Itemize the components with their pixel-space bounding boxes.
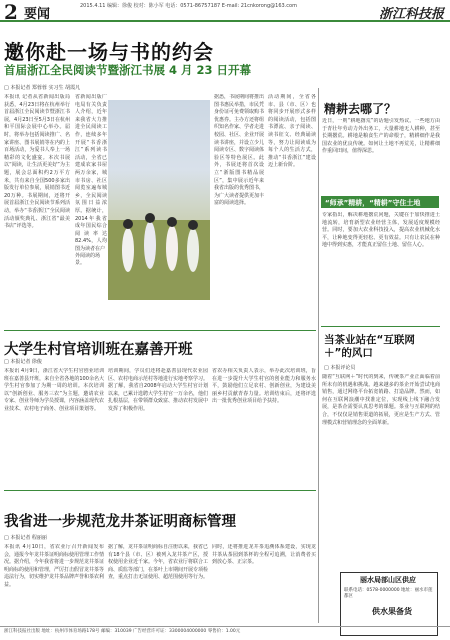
column-divider xyxy=(318,88,319,623)
footer: 浙江科技报社出版 地址：杭州市体育场路178号 邮编：310039 广告经营许可证：3300004000000 零售价：1.00元 xyxy=(0,626,450,640)
main-col-1: 本报讯 记者从省新闻出版局获悉，4月23日将在杭州举行首届浙江全民阅读节暨浙江书展，4月23日至5月3日在杭州和平国际会展中心举办。届时，将举办包括阅读推广、名家讲座、图书展销等在内的上百场活动，为爱书人奉上一场精彩的文化盛宴。本次书展以“阅读，让生活更美好”为主题，展会总面积约2万平方米，共有来自全国500多家出版发行单位参展，展销图书近20万种。书展期间，还将开展首届浙江全民阅读节系列活动，举办“书香浙江”全民阅读活动颁奖典礼、浙江省“最美书店”评选等。 xyxy=(4,94,70,230)
main-headline: 邀你赴一场与书的约会 xyxy=(4,40,214,64)
page-number: 2 xyxy=(4,0,18,24)
main-byline: □ 本报记者 郑蓉蓉 实习生 胡霞凡 xyxy=(4,85,81,91)
sidebar-title-2: 当茶业站在“互联网＋”的风口 xyxy=(324,334,415,359)
ad-subtitle: 供水果备货 xyxy=(372,607,412,616)
sidebar-green-box: “师承”精耕，“精耕”守住土地 xyxy=(321,196,439,208)
story2-byline: □ 本报记者 徐俊 xyxy=(4,359,42,365)
sidebar-text-3: 随着“互联网＋”时代的到来，传统茶产业正面临着前所未有的机遇和挑战。越来越多的茶企开始尝试电商销售，通过网络平台拓宽销路、打造品牌。然而，如何在互联网浪潮中找准定位，实现线上线下融合发展，是茶企需要认真思考的课题。茶业与互联网的结合，不仅仅是销售渠道的拓展，更应是生产方式、管理模式和营销理念的全面革新。 xyxy=(322,374,440,426)
sidebar-title-1: 精耕去哪了？ xyxy=(324,102,397,116)
story3-col-2: 据了解，龙井茶证明商标自注册以来，我省已有18个县（市、区）被列入龙井茶产区，授权使用企业近千家。今年，省农业厅将联合工商、质监等部门，在茶叶上市期间开展专项检查，重点打击无证使用、超范围使用等行为。 xyxy=(108,544,208,581)
brand-title: 浙江科技报 xyxy=(378,7,444,22)
photo-caption: 图为读者在户外阅读的场景。 xyxy=(75,246,106,266)
ad-text: 联系电话：0578-0000000 地址：丽水市莲都区 xyxy=(344,588,433,599)
sidebar-rule xyxy=(321,326,440,327)
reading-photo xyxy=(108,100,210,300)
main-subhead: 首届浙江全民阅读节暨浙江书展 4 月 23 日开幕 xyxy=(4,63,252,77)
sidebar-text-2: 专家指出，解决耕地撂荒问题，关键在于加快推进土地流转，培育新型农业经营主体，发展适度规模经营。同时，要加大农业科技投入，提高农业机械化水平，让种地变得更轻松、更有效益。只有让农民在种地中得到实惠，才能真正留住土地、留住人心。 xyxy=(322,212,440,249)
story2-headline: 大学生村官培训班在嘉善开班 xyxy=(4,342,193,358)
story3-col-3: 同时，还将推进龙井茶追溯体系建设，实现龙井茶从茶园到茶杯的全程可追溯，让消费者买到放心茶、正宗茶。 xyxy=(212,544,316,566)
sidebar-text-1: 近日，一则“耕地撂荒”的话题引发热议。一些地方由于青壮年劳动力外出务工，大量耕地无人耕种，甚至长期撂荒。耕地是粮食生产的命根子，精耕细作是我国农业的优良传统。如何让土地不再荒芜，让精耕细作重回田间，值得深思。 xyxy=(322,118,440,155)
masthead xyxy=(0,0,450,22)
story3-col-1: 本报讯 4月10日，省农业厅召开新闻发布会，通报今年龙井茶证明商标使用管理工作情况。据介绍，今年我省将进一步规范龙井茶证明商标的使用和管理，严厉打击假冒龙井茶等违法行为，切实维护龙井茶品牌声誉和茶农利益。 xyxy=(4,544,104,588)
story3-headline: 我省进一步规范龙井茶证明商标管理 xyxy=(4,514,236,530)
sidebar-byline-2: □ 本报评论员 xyxy=(324,365,356,371)
main-col-2: 省新闻出版广电局有关负责人介绍，近年来我省大力推进全民阅读工作，连续多年开展“书香浙江”系列读书活动，全省已建成农家书屋两万余家，城市书房、社区阅览室遍布城乡，全民阅读氛围日益浓厚。据统计，2014年我省成年国民综合阅读率达82.4%，人均 xyxy=(75,94,107,244)
main-col-3: 据悉，书展期间将推出图书惠民举措，市民凭身份证可免费领取购书优惠券。主办方还将组织知名作家、学者走进校园、社区、企业开展读书讲座，并设立少儿阅读专区、数字阅读体验区等特色展区。此外，书展还将首次设立“浙版图书精品展区”，集中展示近年来我省出版的优秀图书，为广大读者提供更加丰富的阅读选择。 xyxy=(214,94,264,207)
story2-col-1: 本报讯 4月9日，浙江省大学生村官创业培训班在嘉善县开班，来自全省各地的100余名大学生村官参加了为期一周的培训。本次培训以“创新创业、服务三农”为主题，邀请农业专家、创业导师为学员授课，内容涵盖现代农业技术、农村电子商务、创业项目策划等。 xyxy=(4,368,104,412)
section-name: 要闻 xyxy=(24,7,51,22)
ad-title: 丽水局部山区供应 xyxy=(360,576,416,584)
header-info: 2015.4.11 编辑：徐俊 校对：陈小军 电话：0571-86757187 E-mail: 21cnkorong@163.com xyxy=(80,3,297,9)
section-rule-2 xyxy=(4,330,316,331)
section-rule-3 xyxy=(4,490,316,491)
story2-col-2: 培训期间，学员们还将赴嘉善县现代农业园区、农村电商示范村等地进行实地考察学习。据了解，我省自2008年启动大学生村官计划以来，已累计选聘大学生村官一万余名，他们扎根基层，在带领群众致富、推动农村发展中发挥了积极作用。 xyxy=(108,368,208,412)
story2-col-3: 省农办相关负责人表示，举办此次培训班，旨在进一步提升大学生村官的创业能力和服务水平，鼓励他们立足农村、创新创业，为建设美丽乡村贡献青春力量。培训结束后，还将评选出一批优秀创业项目给予扶持。 xyxy=(212,368,316,405)
main-col-4: 活动期间，全省各市、县（市、区）也将同步开展形式多样的阅读活动，包括图书漂流、亲子阅读、读书征文、经典诵读等，努力让阅读成为每个人的生活方式，推动“书香浙江”建设迈上新台阶。 xyxy=(268,94,316,169)
story3-byline: □ 本报记者 程丽丽 xyxy=(4,535,47,541)
